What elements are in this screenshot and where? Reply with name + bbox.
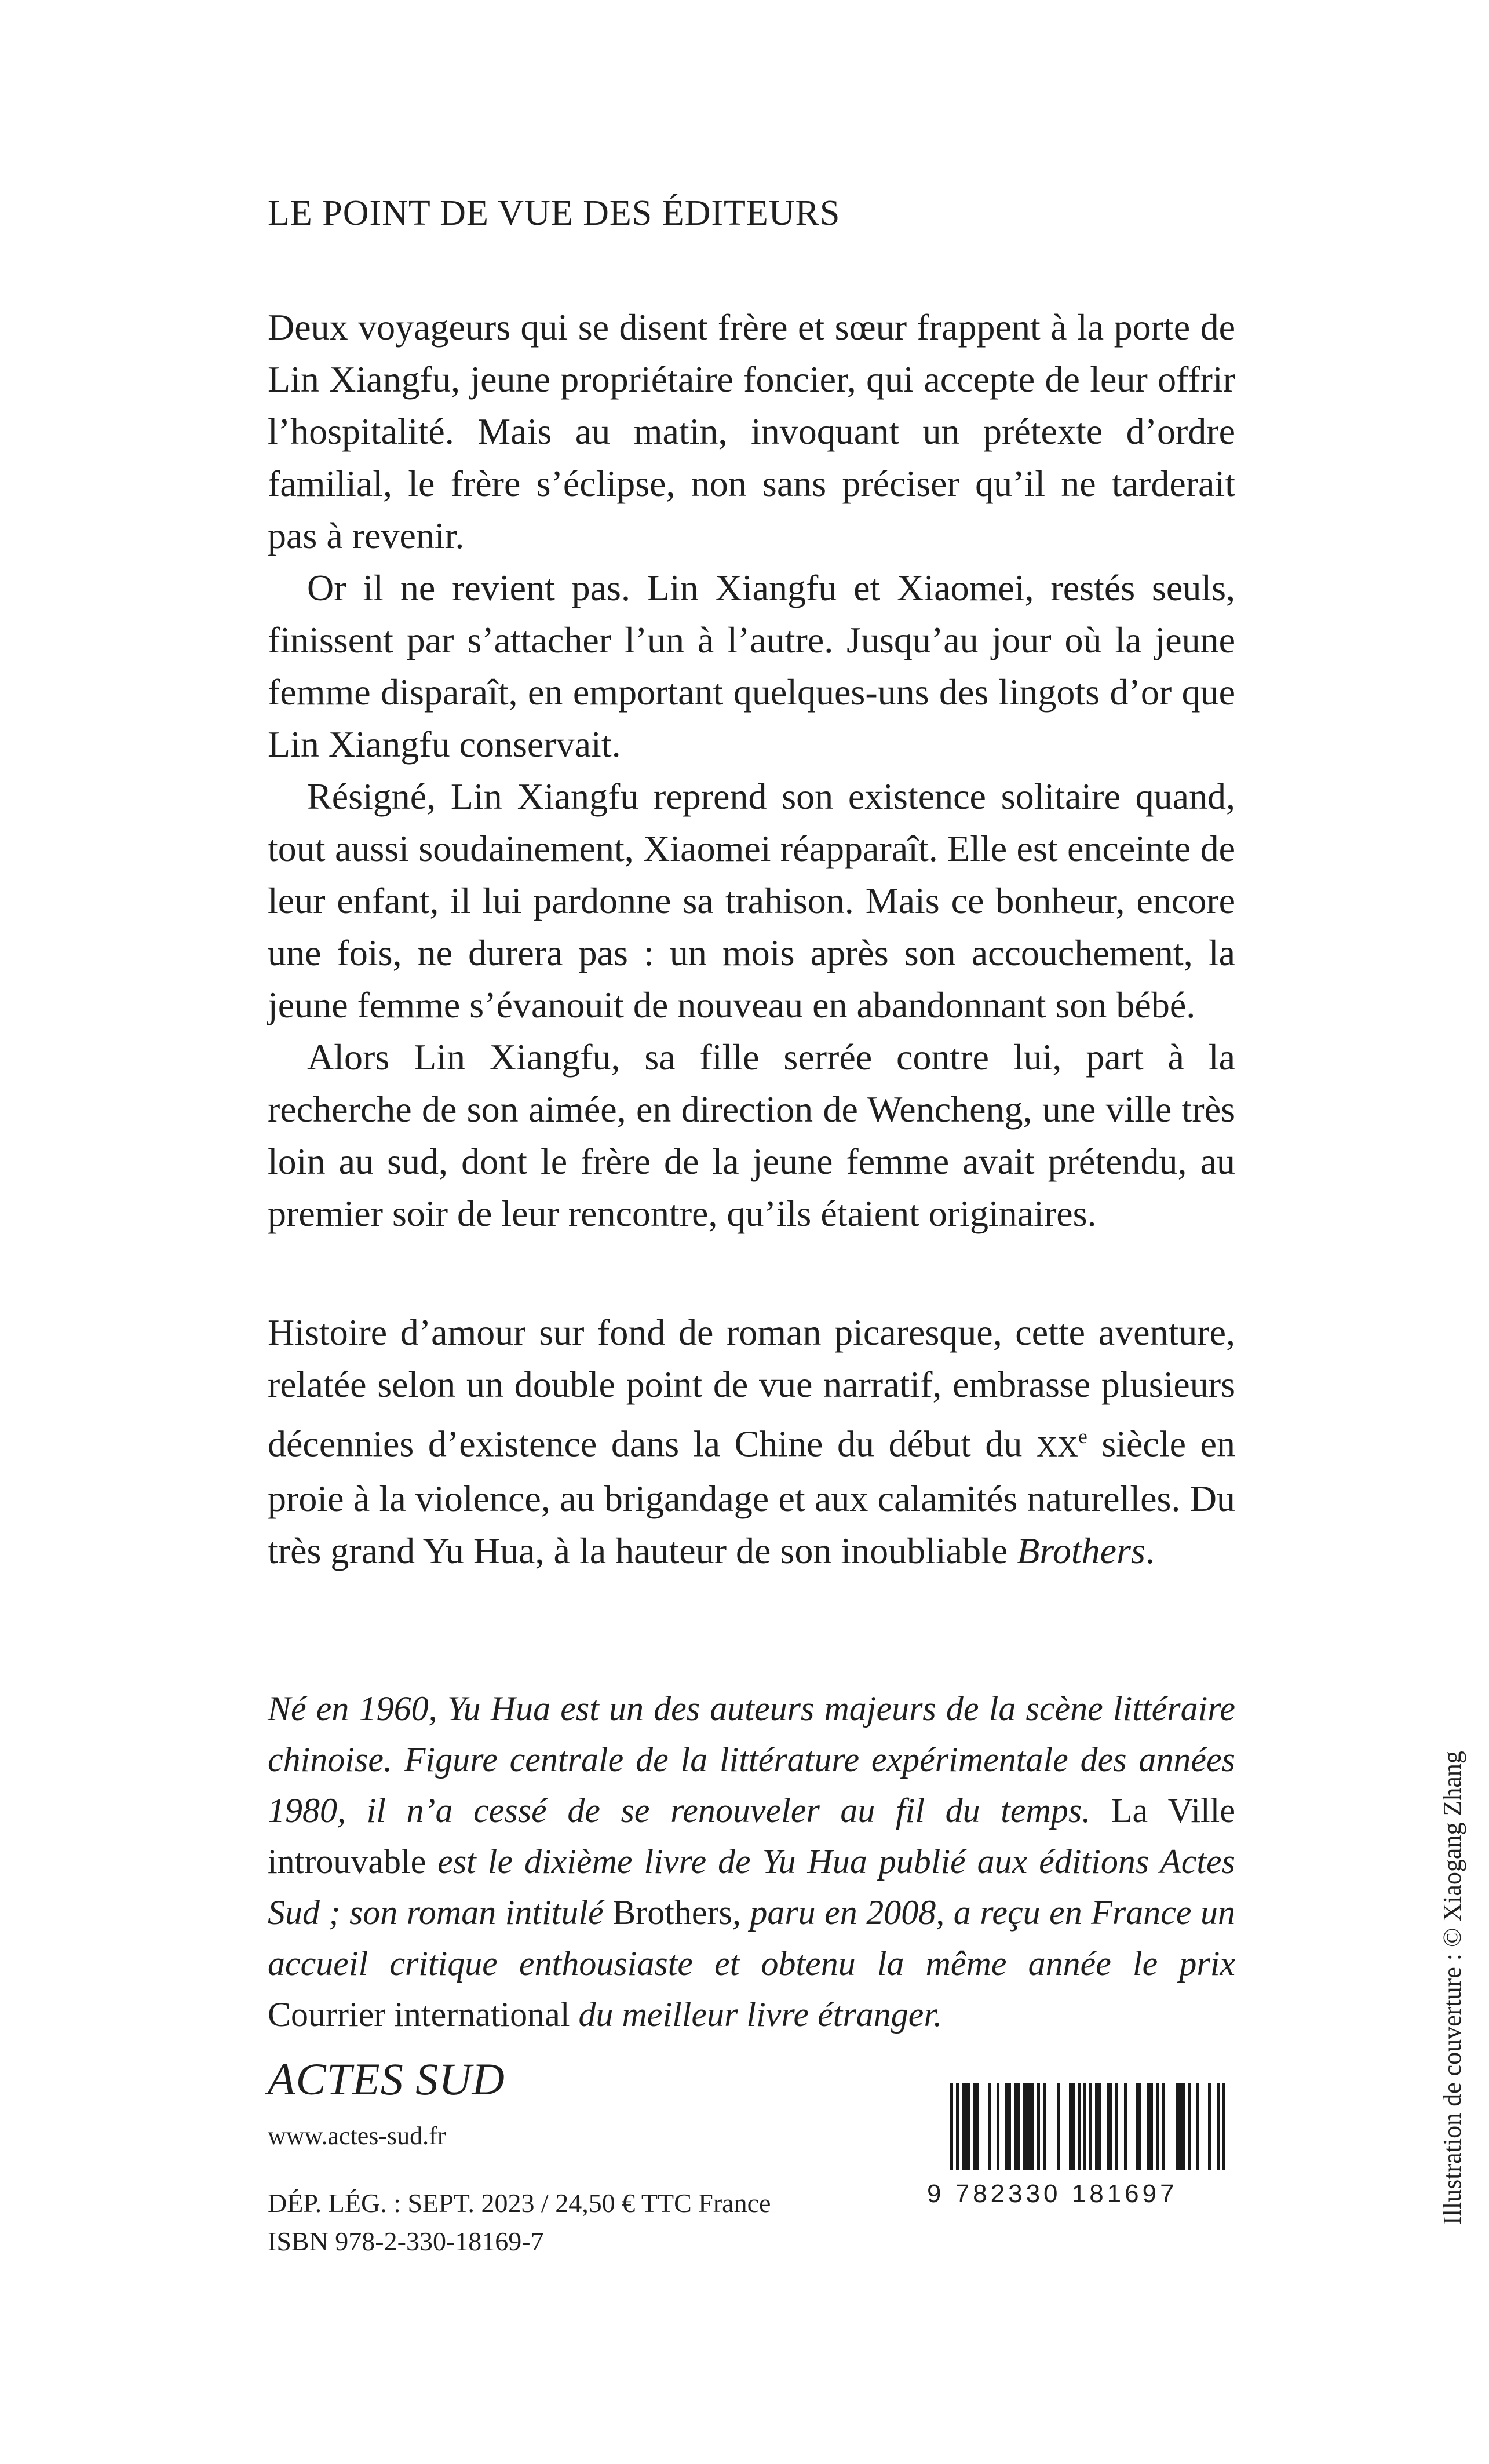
review-text-end: . xyxy=(1145,1530,1155,1572)
barcode-bar xyxy=(1115,2083,1118,2170)
barcode-bar xyxy=(1017,2083,1020,2170)
barcode-bar xyxy=(997,2083,999,2170)
century-superscript: e xyxy=(1078,1425,1087,1448)
bio-text: est le dixième livre de Yu Hua publié aux éditions Actes Sud ; son roman intitulé xyxy=(268,1842,1235,1932)
barcode-bar xyxy=(973,2083,976,2170)
barcode-bar xyxy=(1138,2083,1141,2170)
barcode-bar xyxy=(1083,2083,1086,2170)
barcode-bar xyxy=(1182,2083,1185,2170)
review-text: siècle en proie à la violence, au brigandage et aux calamités naturelles. Du très grand Yu Hua, à la hauteur de son inoubliable xyxy=(268,1423,1236,1572)
review-text: Histoire d’amour sur fond de roman picaresque, cette aventure, relatée selon un double point de vue narratif, embrasse plusieurs décennies d’existence dans la Chine du début du xyxy=(268,1312,1235,1465)
barcode-bar xyxy=(1188,2083,1191,2170)
barcode-bar xyxy=(1107,2083,1110,2170)
barcode-bar xyxy=(1162,2083,1165,2170)
barcode-bar xyxy=(1023,2083,1025,2170)
blurb-paragraph: Résigné, Lin Xiangfu reprend son existence solitaire quand, tout aussi soudainement, Xiaomei réapparaît. Elle est enceinte de leur enfant, il lui pardonne sa trahison. Mais ce bonheur, encore une fois, ne durera pas : un mois après son accouchement, la jeune femme s’évanouit de nouveau en abandonnant son bébé. xyxy=(268,776,1235,1025)
barcode-bar xyxy=(1136,2083,1138,2170)
barcode-bar xyxy=(1147,2083,1150,2170)
barcode-bar xyxy=(1043,2083,1046,2170)
barcode-bar xyxy=(1005,2083,1008,2170)
barcode-bar xyxy=(1217,2083,1220,2170)
barcode-bar xyxy=(1124,2083,1127,2170)
barcode-bar xyxy=(1014,2083,1017,2170)
blurb-summary xyxy=(268,301,1235,1240)
barcode-bar xyxy=(1057,2083,1060,2170)
barcode-bar xyxy=(1031,2083,1034,2170)
barcode-bar xyxy=(1156,2083,1159,2170)
barcode-bar xyxy=(1089,2083,1092,2170)
bio-text: Né en 1960, Yu Hua est un des auteurs majeurs de la scène littéraire chinoise. Figure centrale de la littérature expérimentale des années 1980, il n’a cessé de se renouveler au fil du temps. xyxy=(268,1689,1235,1830)
barcode-bar xyxy=(1176,2083,1179,2170)
bio-text: du meilleur livre étranger. xyxy=(570,1995,943,2034)
bio-text: , paru en 2008, a reçu en France un accueil critique enthousiaste et obtenu la même année le prix xyxy=(268,1893,1235,1983)
barcode-bar xyxy=(1069,2083,1072,2170)
cover-illustration-credit: Illustration de couverture : © Xiaogang Zhang xyxy=(1438,1751,1466,2225)
century-numeral: XX xyxy=(1037,1430,1079,1463)
blurb-paragraph: Or il ne revient pas. Lin Xiangfu et Xiaomei, restés seuls, finissent par s’attacher l’un à l’autre. Jusqu’au jour où la jeune femme disparaît, en emportant quelques-uns des lingots d’or que Lin Xiangfu conservait. xyxy=(268,567,1235,765)
barcode-bar xyxy=(988,2083,991,2170)
barcode-digits: 9 782330 181697 xyxy=(927,2180,1178,2208)
barcode-bar xyxy=(1025,2083,1028,2170)
barcode-bar xyxy=(1208,2083,1211,2170)
barcode-bar xyxy=(1150,2083,1153,2170)
blurb-paragraph: Alors Lin Xiangfu, sa fille serrée contre lui, part à la recherche de son aimée, en direction de Wencheng, une ville très loin au sud, dont le frère de la jeune femme avait prétendu, au premier soir de leur rencontre, qu’ils étaient originaires. xyxy=(268,1036,1235,1234)
legal-info xyxy=(268,2184,771,2261)
barcode-bar xyxy=(1179,2083,1182,2170)
author-bio xyxy=(268,1683,1235,2040)
barcode-bar xyxy=(968,2083,970,2170)
barcode-bar xyxy=(1110,2083,1112,2170)
section-heading: LE POINT DE VUE DES ÉDITEURS xyxy=(268,194,841,233)
publisher-website: www.actes-sud.fr xyxy=(268,2122,446,2150)
barcode-bar xyxy=(956,2083,959,2170)
barcode-bar xyxy=(1028,2083,1031,2170)
blurb-review-paragraph xyxy=(268,1306,1235,1577)
barcode-bar xyxy=(1008,2083,1011,2170)
barcode xyxy=(927,2083,1251,2251)
barcode-bar xyxy=(962,2083,965,2170)
bio-prize-name: Courrier international xyxy=(268,1995,570,2034)
isbn: ISBN 978-2-330-18169-7 xyxy=(268,2226,544,2256)
barcode-bar xyxy=(950,2083,953,2170)
barcode-bar xyxy=(1037,2083,1040,2170)
legal-deposit-price: DÉP. LÉG. : SEPT. 2023 / 24,50 € TTC France xyxy=(268,2188,771,2218)
barcode-bars xyxy=(927,2083,1251,2178)
barcode-bar xyxy=(1222,2083,1225,2170)
barcode-bar xyxy=(965,2083,968,2170)
barcode-bar xyxy=(1072,2083,1075,2170)
barcode-bar xyxy=(976,2083,979,2170)
barcode-bar xyxy=(1095,2083,1098,2170)
book-title-brothers: Brothers xyxy=(1017,1530,1145,1572)
bio-brothers-title: Brothers xyxy=(612,1893,732,1932)
blurb-review xyxy=(268,1306,1235,1577)
barcode-bar xyxy=(1196,2083,1199,2170)
bio-book-title: La Ville introuvable xyxy=(268,1791,1235,1881)
author-bio-paragraph xyxy=(268,1683,1235,2040)
barcode-bar xyxy=(1078,2083,1081,2170)
blurb-paragraph: Deux voyageurs qui se disent frère et sœur frappent à la porte de Lin Xiangfu, jeune propriétaire foncier, qui accepte de leur offrir l’hospitalité. Mais au matin, invoquant un prétexte d’ordre familial, le frère s’éclipse, non sans préciser qu’il ne tarderait pas à revenir. xyxy=(268,306,1235,556)
barcode-bar xyxy=(1098,2083,1101,2170)
publisher-logo: ACTES SUD xyxy=(268,2054,505,2104)
